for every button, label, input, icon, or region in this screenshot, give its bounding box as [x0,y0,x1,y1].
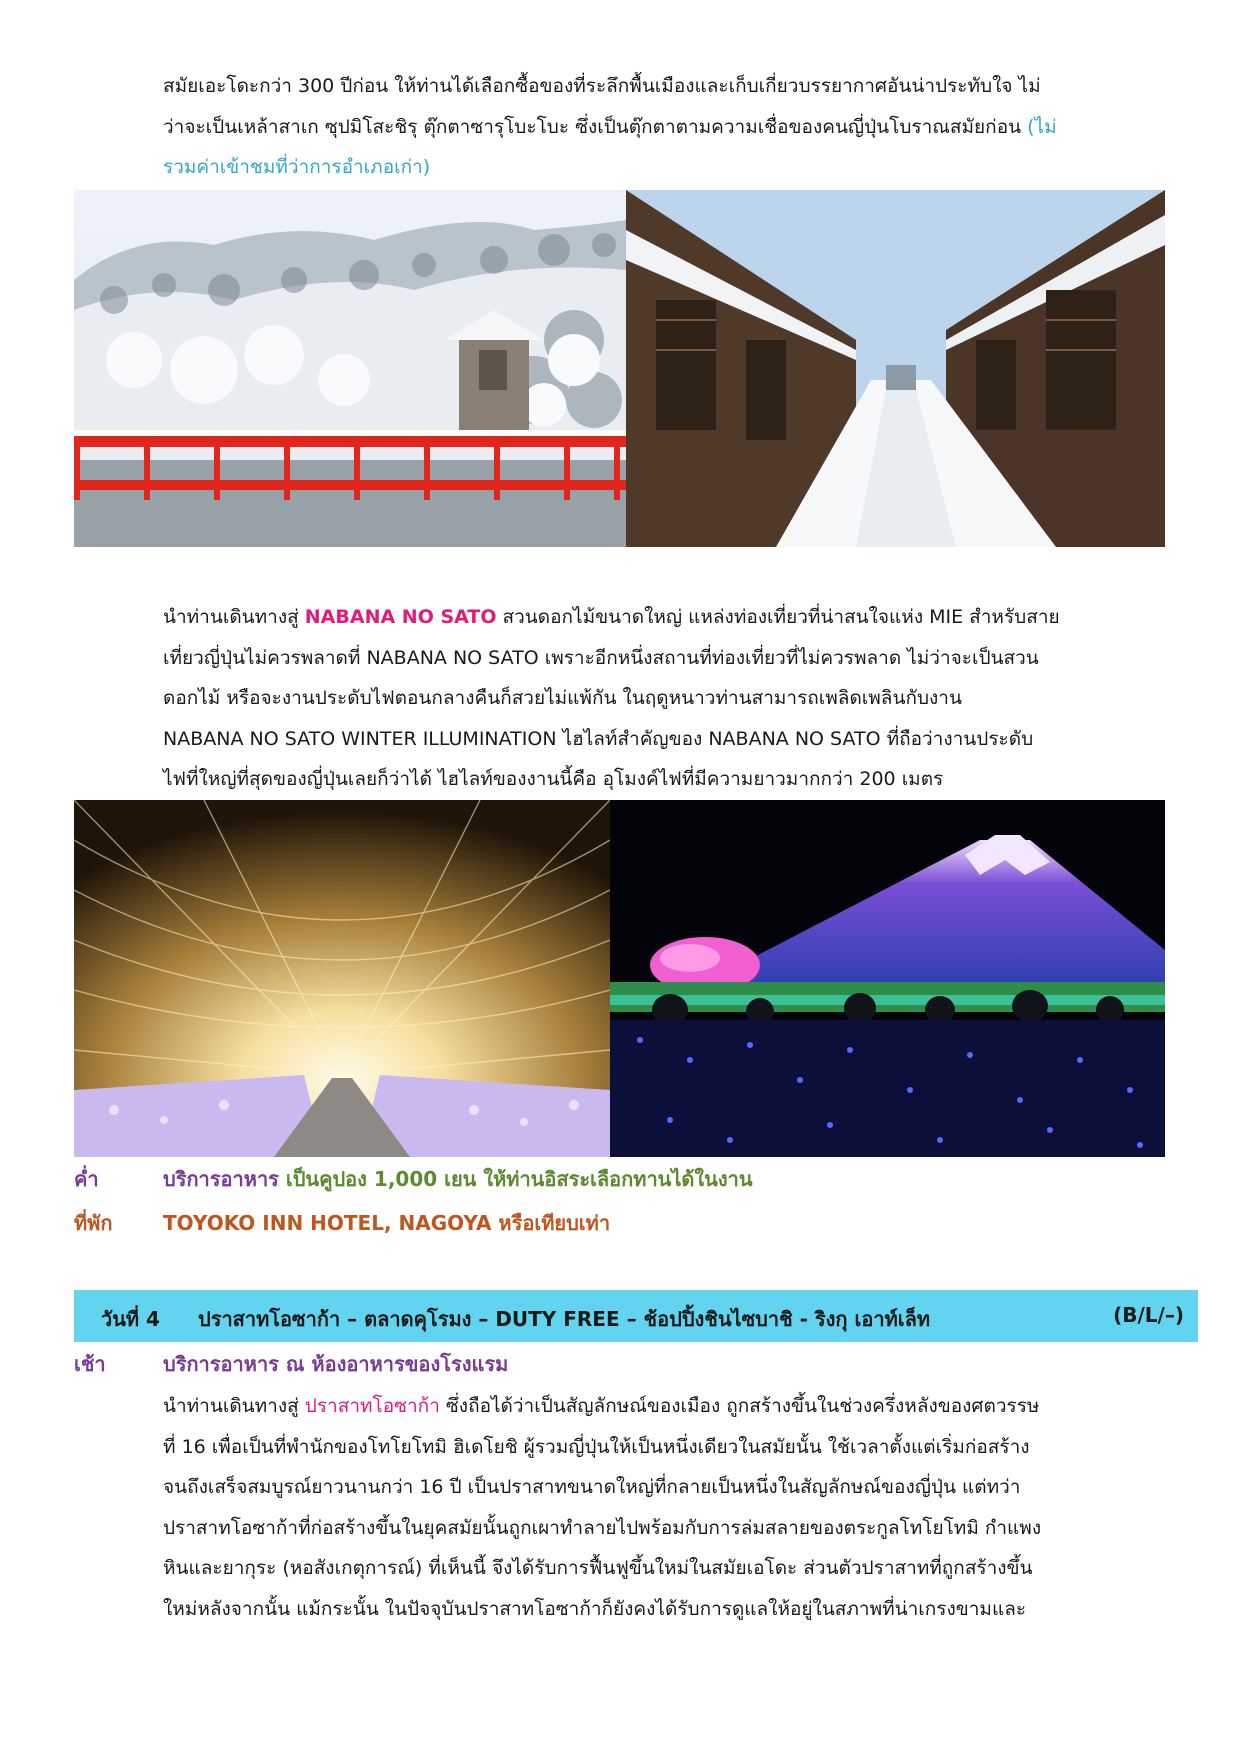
intro-line: สมัยเอะโดะกว่า 300 ปีก่อน ให้ท่านได้เลือกซื้อของที่ระลึกพื้นเมืองและเก็บเกี่ยวบรรยากาศอันน่าประทับใจ ไม่ [163,75,1041,97]
nabana-paragraph [163,597,1175,800]
mount-fuji-illumination-photo [610,800,1165,1157]
hotel-suffix: หรือเทียบเท่า [491,1211,611,1235]
dinner-row [74,1164,753,1194]
light-tunnel-photo [74,800,610,1157]
intro-line [163,107,1175,148]
nabana-line: เที่ยวญี่ปุ่นไม่ควรพลาดที่ NABANA NO SATO เพราะอีกหนึ่งสถานที่ท่องเที่ยวที่ไม่ควรพลาด ไม่ว่าจะเป็นสวน [163,646,1039,669]
osaka-line: จนถึงเสร็จสมบูรณ์ยาวนานกว่า 16 ปี เป็นปราสาทขนาดใหญ่ที่กลายเป็นหนึ่งในสัญลักษณ์ของญี่ปุ่น แต่ทว่า [163,1476,1021,1498]
hotel-label: ที่พัก [74,1211,113,1235]
nabana-name: NABANA NO SATO [304,606,497,628]
dinner-label: ค่ำ [74,1167,99,1191]
osaka-castle-name: ปราสาทโอซาก้า [304,1395,440,1417]
day4-header [74,1290,1198,1342]
hotel-name: TOYOKO INN HOTEL, NAGOYA [163,1211,492,1235]
osaka-line: ที่ 16 เพื่อเป็นที่พำนักของโทโยโทมิ ฮิเดโยชิ ผู้รวมญี่ปุ่นให้เป็นหนึ่งเดียวในสมัยนั้น ใช้เวลาตั้งแต่เริ่มก่อสร้าง [163,1435,1030,1458]
osaka-lead: นำท่านเดินทางสู่ [163,1395,305,1417]
breakfast-label: เช้า [74,1352,106,1376]
osaka-text: ซึ่งถือได้ว่าเป็นสัญลักษณ์ของเมือง ถูกสร้างขึ้นในช่วงครึ่งหลังของศตวรรษ [439,1395,1040,1417]
osaka-line: ใหม่หลังจากนั้น แม้กระนั้น ในปัจจุบันปราสาทโอซาก้าก็ยังคงได้รับการดูแลให้อยู่ในสภาพที่น่าเกรงขามและ [163,1597,1027,1620]
intro-paragraph [163,66,1175,188]
nabana-line [163,597,1175,638]
day-title: ปราสาทโอซาก้า – ตลาดคุโรมง – DUTY FREE – ช้อปปิ้งชินไซบาชิ - ริงกุ เอาท์เล็ท [198,1307,931,1331]
nabana-line: ดอกไม้ หรือจะงานประดับไฟตอนกลางคืนก็สวยไม่แพ้กัน ในฤดูหนาวท่านสามารถเพลิดเพลินกับงาน [163,687,962,709]
admission-note: (ไม่ [1027,115,1057,138]
day-meals: (B/L/–) [1113,1303,1184,1327]
nabana-text: สวนดอกไม้ขนาดใหญ่ แหล่งท่องเที่ยวที่น่าสนใจแห่ง MIE สำหรับสาย [496,606,1060,628]
dinner-service: บริการอาหาร [163,1167,279,1191]
intro-text: ว่าจะเป็นเหล้าสาเก ซุปมิโสะชิรุ ตุ๊กตาซารุโบะโบะ ซึ่งเป็นตุ๊กตาตามความเชื่อของคนญี่ปุ่นโบราณสมัยก่อน [163,115,1028,138]
admission-note: รวมค่าเข้าชมที่ว่าการอำเภอเก่า) [163,156,431,178]
osaka-line: ปราสาทโอซาก้าที่ก่อสร้างขึ้นในยุคสมัยนั้นถูกเผาทำลายไปพร้อมกับการล่มสลายของตระกูลโทโยโทมิ กำแพง [163,1516,1042,1539]
osaka-line: หินและยากุระ (หอสังเกตุการณ์) ที่เห็นนี้ จึงได้รับการฟื้นฟูขึ้นใหม่ในสมัยเอโดะ ส่วนตัวปราสาทที่ถูกสร้างขึ้น [163,1557,1033,1579]
old-town-street-photo [626,190,1165,547]
nabana-line: ไฟที่ใหญ่ที่สุดของญี่ปุ่นเลยก็ว่าได้ ไฮไลท์ของงานนี้คือ อุโมงค์ไฟที่มีความยาวมากกว่า 200 เมตร [163,768,944,790]
snowy-bridge-photo [74,190,626,547]
nabana-line: NABANA NO SATO WINTER ILLUMINATION ไฮไลท์สำคัญของ NABANA NO SATO ที่ถือว่างานประดับ [163,727,1034,750]
dinner-detail: เป็นคูปอง 1,000 เยน ให้ท่านอิสระเลือกทานได้ในงาน [278,1167,753,1191]
breakfast-text: บริการอาหาร ณ ห้องอาหารของโรงแรม [163,1352,509,1376]
breakfast-row [74,1349,508,1379]
osaka-line [163,1386,1175,1427]
nabana-lead: นำท่านเดินทางสู่ [163,606,305,628]
osaka-paragraph [163,1386,1175,1629]
hotel-row [74,1208,610,1238]
day-number: วันที่ 4 [101,1307,160,1331]
